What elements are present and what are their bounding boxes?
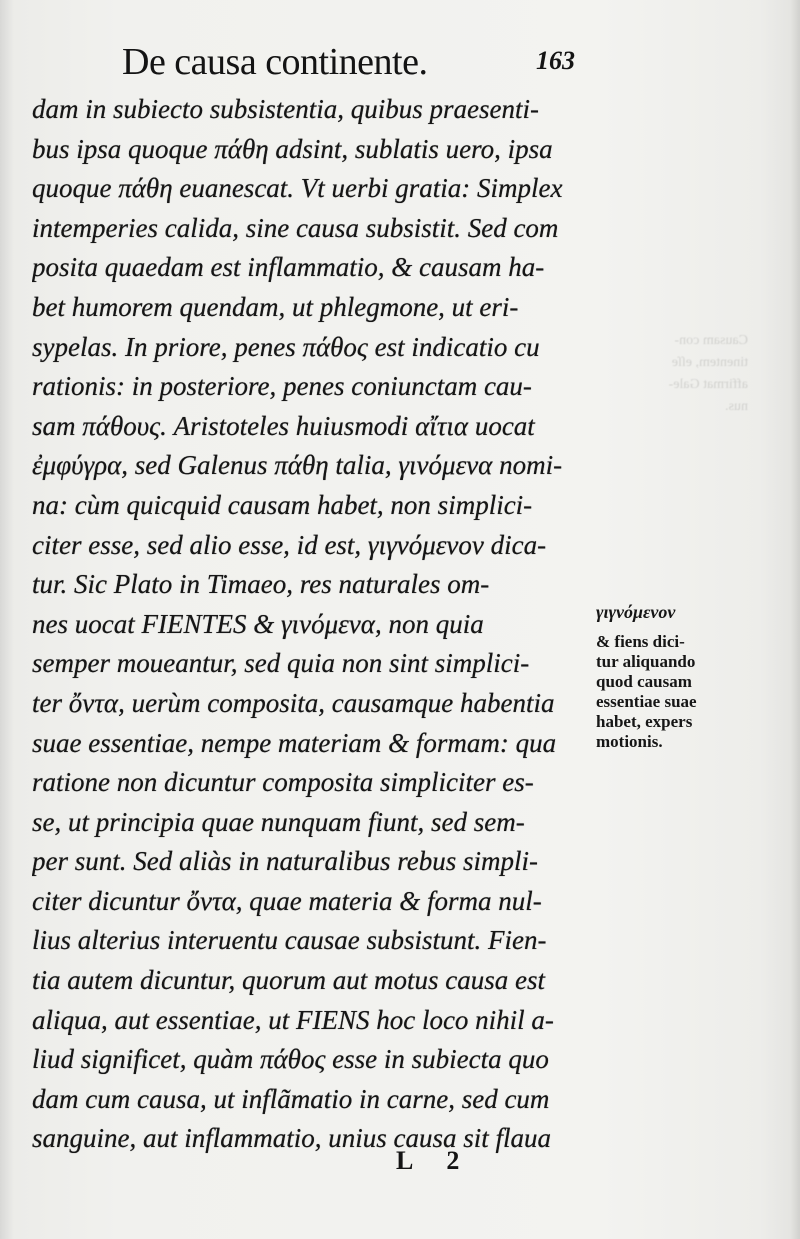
show-through-text: Causam con- tinentem, eſſe affirmat Gale- nus.: [668, 333, 748, 414]
main-text-block: [32, 90, 594, 1159]
signature-mark: L 2: [396, 1146, 474, 1175]
text-line: aliqua, aut essentiae, ut FIENS hoc loco nihil a-: [32, 1004, 554, 1035]
text-line: posita quaedam est inflammatio, & causam ha-: [32, 252, 545, 283]
marginal-note-line: & fiens dici-: [596, 632, 685, 651]
text-line: sypelas. In priore, penes πάθος est indicatio cu: [32, 331, 540, 362]
text-line: citer dicuntur ὄντα, quae materia & forma nul-: [32, 885, 542, 916]
text-line: bet humorem quendam, ut phlegmone, ut eri-: [32, 291, 519, 322]
text-line: citer esse, sed alio esse, id est, γιγνόμενον dica-: [32, 529, 547, 560]
marginal-note-line: γιγνόμενον: [596, 602, 676, 622]
marginal-note-line: tur aliquando: [596, 652, 696, 671]
text-line: liud significet, quàm πάθος esse in subiecta quo: [32, 1044, 549, 1075]
text-line: lius alterius interuentu causae subsistunt. Fien-: [32, 925, 547, 956]
text-line: ratione non dicuntur composita simpliciter es-: [32, 767, 534, 798]
marginal-note-line: essentiae suae: [596, 692, 697, 711]
text-line: dam in subiecto subsistentia, quibus praesenti-: [32, 94, 539, 124]
text-line: ter ὄντα, uerùm composita, causamque habentia: [32, 687, 555, 718]
text-line: tur. Sic Plato in Timaeo, res naturales om-: [32, 569, 490, 600]
text-line: sam πάθους. Aristoteles huiusmodi αἴτια uocat: [32, 410, 535, 441]
text-line: se, ut principia quae nunquam fiunt, sed sem-: [32, 806, 525, 837]
scan-edge-shadow: [790, 0, 800, 1239]
marginal-note-line: motionis.: [596, 732, 663, 751]
marginal-note-line: quod causam: [596, 672, 692, 691]
text-line: bus ipsa quoque πάθη adsint, sublatis uero, ipsa: [32, 133, 553, 164]
text-line: ἐμφύγρα, sed Galenus πάθη talia, γινόμενα nomi-: [32, 450, 563, 481]
text-line: rationis: in posteriore, penes coniunctam cau-: [32, 371, 532, 402]
text-line: per sunt. Sed aliàs in naturalibus rebus simpli-: [32, 846, 539, 877]
text-line: semper moueantur, sed quia non sint simplici-: [32, 648, 530, 679]
text-line: suae essentiae, nempe materiam & formam: qua: [32, 727, 557, 758]
text-line: na: cùm quicquid causam habet, non simplici-: [32, 489, 533, 520]
text-line: nes uocat FIENTES & γινόμενα, non quia: [32, 608, 484, 639]
header-title: De causa continente.: [122, 41, 428, 83]
page-number: 163: [536, 46, 575, 75]
marginal-note: [596, 602, 758, 752]
text-line: tia autem dicuntur, quorum aut motus causa est: [32, 965, 545, 996]
running-header: [122, 40, 602, 90]
text-line: intemperies calida, sine causa subsistit. Sed com: [32, 212, 559, 243]
text-line: dam cum causa, ut inflãmatio in carne, sed cum: [32, 1083, 550, 1114]
text-line: quoque πάθη euanescat. Vt uerbi gratia: Simplex: [32, 173, 563, 204]
marginal-note-line: habet, expers: [596, 712, 693, 731]
text-line: sanguine, aut inflammatio, unius causa sit flaua: [32, 1123, 552, 1154]
